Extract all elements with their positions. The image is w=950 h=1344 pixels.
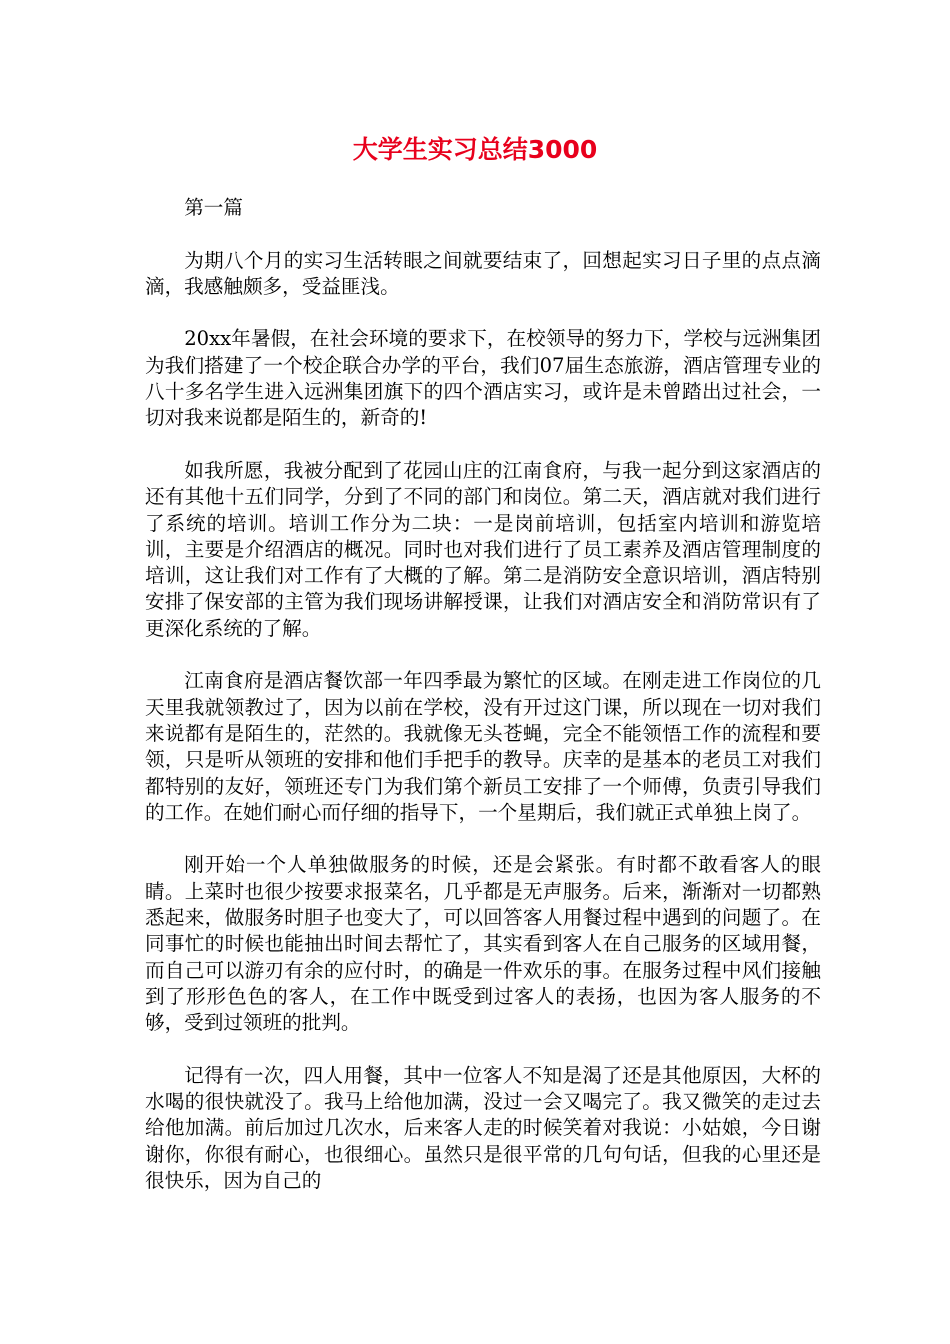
document-body bbox=[145, 195, 821, 1221]
paragraph: 20xx年暑假，在社会环境的要求下，在校领导的努力下，学校与远洲集团为我们搭建了一个校企联合办学的平台，我们07届生态旅游，酒店管理专业的八十多名学生进入远洲集团旗下的四个酒店实习，或许是未曾踏出过社会，一切对我来说都是陌生的，新奇的! bbox=[145, 327, 821, 430]
paragraph: 为期八个月的实习生活转眼之间就要结束了，回想起实习日子里的点点滴滴，我感触颇多，受益匪浅。 bbox=[145, 248, 821, 298]
section-heading: 第一篇 bbox=[184, 196, 243, 219]
paragraph: 记得有一次，四人用餐，其中一位客人不知是渴了还是其他原因，大杯的水喝的很快就没了。我马上给他加满，没过一会又喝完了。我又微笑的走过去给他加满。前后加过几次水，后来客人走的时候笑着对我说：小姑娘，今日谢谢你，你很有耐心，也很细心。虽然只是很平常的几句句话，但我的心里还是很快乐，因为自己的 bbox=[145, 1063, 821, 1192]
paragraph: 江南食府是酒店餐饮部一年四季最为繁忙的区域。在刚走进工作岗位的几天里我就领教过了，因为以前在学校，没有开过这门课，所以现在一切对我们来说都有是陌生的，茫然的。我就像无头苍蝇，完全不能领悟工作的流程和要领，只是听从领班的安排和他们手把手的教导。庆幸的是基本的老员工对我们都特别的友好，领班还专门为我们第个新员工安排了一个师傅，负责引导我们的工作。在她们耐心而仔细的指导下，一个星期后，我们就正式单独上岗了。 bbox=[145, 669, 821, 824]
document-title: 大学生实习总结3000 bbox=[352, 135, 598, 164]
paragraph: 如我所愿，我被分配到了花园山庄的江南食府，与我一起分到这家酒店的还有其他十五们同学，分到了不同的部门和岗位。第二天，酒店就对我们进行了系统的培训。培训工作分为二块：一是岗前培训，包括室内培训和游览培训，主要是介绍酒店的概况。同时也对我们进行了员工素养及酒店管理制度的培训，这让我们对工作有了大概的了解。第二是消防安全意识培训，酒店特别安排了保安部的主管为我们现场讲解授课，让我们对酒店安全和消防常识有了更深化系统的了解。 bbox=[145, 458, 821, 640]
paragraph: 刚开始一个人单独做服务的时候，还是会紧张。有时都不敢看客人的眼睛。上菜时也很少按要求报菜名，几乎都是无声服务。后来，渐渐对一切都熟悉起来，做服务时胆子也变大了，可以回答客人用餐过程中遇到的问题了。在同事忙的时候也能抽出时间去帮忙了，其实看到客人在自己服务的区域用餐，而自己可以游刃有余的应付时，的确是一件欢乐的事。在服务过程中风们接触到了形形色色的客人，在工作中既受到过客人的表扬，也因为客人服务的不够，受到过领班的批判。 bbox=[145, 853, 821, 1035]
